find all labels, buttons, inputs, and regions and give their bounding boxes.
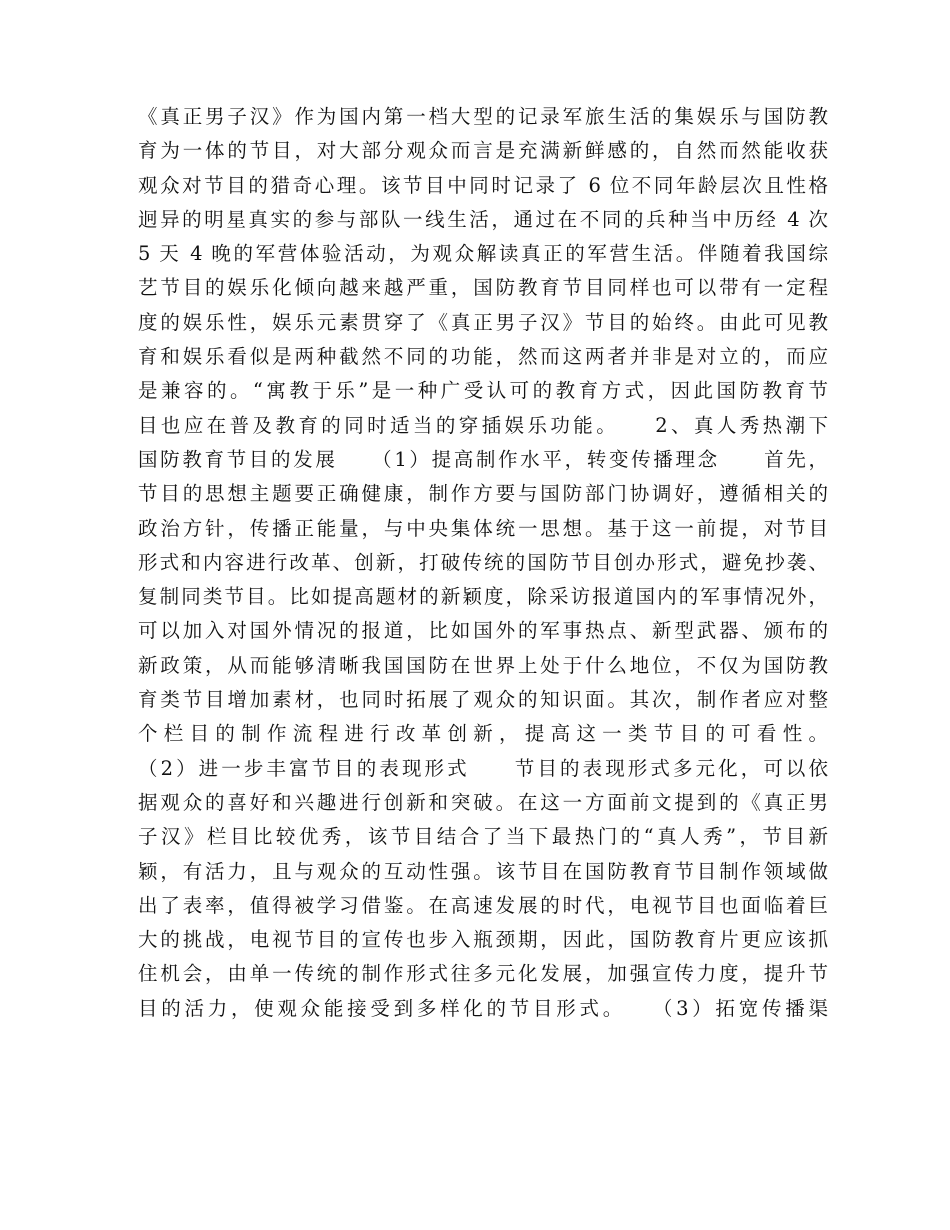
body-text xyxy=(138,100,828,1026)
text-line: 艺节目的娱乐化倾向越来越严重，国防教育节目同样也可以带有一定程 xyxy=(138,276,828,300)
text-line: 子汉》栏目比较优秀，该节目结合了当下最热门的“真人秀”，节目新 xyxy=(138,825,828,849)
text-line: 《真正男子汉》作为国内第一档大型的记录军旅生活的集娱乐与国防教 xyxy=(138,105,828,128)
text-line: 政治方针，传播正能量，与中央集体统一思想。基于这一前提，对节目 xyxy=(138,516,828,540)
text-line: 育和娱乐看似是两种截然不同的功能，然而这两者并非是对立的，而应 xyxy=(138,345,828,369)
text-line: 形式和内容进行改革、创新，打破传统的国防节目创办形式，避免抄袭、 xyxy=(138,550,828,574)
text-line: 出了表率，值得被学习借鉴。在高速发展的时代，电视节目也面临着巨 xyxy=(138,893,828,917)
text-line: 目也应在普及教育的同时适当的穿插娱乐功能。 2、真人秀热潮下 xyxy=(138,413,828,437)
text-line: 是兼容的。“寓教于乐”是一种广受认可的教育方式，因此国防教育节 xyxy=(138,379,828,403)
text-line: 育为一体的节目，对大部分观众而言是充满新鲜感的，自然而然能收获 xyxy=(138,139,828,163)
text-line: 复制同类节目。比如提高题材的新颖度，除采访报道国内的军事情况外， xyxy=(138,585,828,609)
text-line: 国防教育节目的发展 （1）提高制作水平，转变传播理念 首先， xyxy=(138,447,828,471)
text-line: 大的挑战，电视节目的宣传也步入瓶颈期，因此，国防教育片更应该抓 xyxy=(138,928,828,952)
text-line: 据观众的喜好和兴趣进行创新和突破。在这一方面前文提到的《真正男 xyxy=(138,790,828,814)
text-line: 可以加入对国外情况的报道，比如国外的军事热点、新型武器、颁布的 xyxy=(138,619,828,643)
text-line: 迥异的明星真实的参与部队一线生活，通过在不同的兵种当中历经 4 次 xyxy=(138,207,828,231)
text-line: （2）进一步丰富节目的表现形式 节目的表现形式多元化，可以依 xyxy=(138,756,828,780)
text-line: 5 天 4 晚的军营体验活动，为观众解读真正的军营生活。伴随着我国综 xyxy=(138,242,828,266)
text-line: 度的娱乐性，娱乐元素贯穿了《真正男子汉》节目的始终。由此可见教 xyxy=(138,310,828,334)
text-line: 新政策，从而能够清晰我国国防在世界上处于什么地位，不仅为国防教 xyxy=(138,653,828,677)
text-line: 观众对节目的猎奇心理。该节目中同时记录了 6 位不同年龄层次且性格 xyxy=(138,173,828,197)
text-line: 住机会，由单一传统的制作形式往多元化发展，加强宣传力度，提升节 xyxy=(138,962,828,986)
text-line: 节目的思想主题要正确健康，制作方要与国防部门协调好，遵循相关的 xyxy=(138,482,828,506)
text-line: 颖，有活力，且与观众的互动性强。该节目在国防教育节目制作领域做 xyxy=(138,859,828,883)
text-line: 个栏目的制作流程进行改革创新，提高这一类节目的可看性。 xyxy=(138,722,828,746)
text-line: 育类节目增加素材，也同时拓展了观众的知识面。其次，制作者应对整 xyxy=(138,688,828,712)
text-line: 目的活力，使观众能接受到多样化的节目形式。 （3）拓宽传播渠 xyxy=(138,996,828,1020)
